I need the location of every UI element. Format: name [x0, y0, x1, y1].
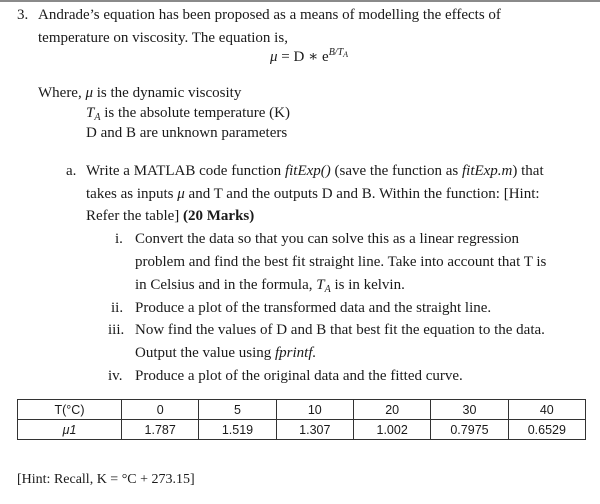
equation-exponent-sub: A — [343, 50, 349, 59]
table-cell: 0.7975 — [431, 420, 508, 440]
marks-badge: (20 Marks) — [183, 208, 255, 224]
mu-symbol: μ — [85, 85, 93, 101]
item-ii-line-1: Produce a plot of the transformed data and the straight line. — [135, 300, 492, 316]
fitexp-function: fitExp() — [284, 163, 331, 179]
item-iii-line-2 — [135, 344, 316, 362]
db-line: D and B are unknown parameters — [86, 125, 288, 141]
top-rule — [0, 0, 600, 2]
part-a-line-1 — [86, 162, 544, 180]
ta-line — [86, 104, 290, 122]
part-a-l2-text-2: and T and the outputs D and B. Within the function: [Hint: — [184, 186, 540, 202]
item-i-line-3 — [135, 276, 405, 294]
table-cell: 10 — [276, 400, 353, 420]
part-a-l1-text-2: (save the function as — [330, 163, 462, 179]
item-i-number: i. — [115, 231, 123, 247]
table-row-header: μ1 — [18, 420, 122, 440]
item-iv-number: iv. — [108, 368, 123, 384]
table-cell: 20 — [353, 400, 430, 420]
part-a-l1-text-3: ) that — [512, 163, 544, 179]
kelvin-hint: [Hint: Recall, K = °C + 273.15] — [17, 472, 195, 487]
table-row — [18, 400, 586, 420]
table-cell: 1.519 — [199, 420, 276, 440]
table-cell: 0 — [122, 400, 199, 420]
table-row — [18, 420, 586, 440]
part-a-l1-text: Write a MATLAB code function — [86, 163, 285, 179]
where-line — [38, 84, 241, 102]
table-cell: 1.307 — [276, 420, 353, 440]
table-cell: 30 — [431, 400, 508, 420]
item-iii-l2-text: Output the value using — [135, 345, 275, 361]
part-a-l2-text: takes as inputs — [86, 186, 178, 202]
mu-description: is the dynamic viscosity — [93, 85, 242, 101]
table-cell: 1.002 — [353, 420, 430, 440]
item-iii-line-1: Now find the values of D and B that best fit the equation to the data. — [135, 322, 545, 338]
where-label: Where, — [38, 85, 86, 101]
equation-mu: μ — [270, 49, 278, 65]
part-a-line-3 — [86, 207, 254, 225]
part-a-line-2 — [86, 185, 540, 203]
question-number: 3. — [17, 7, 29, 23]
fitexp-filename: fitExp.m — [461, 163, 513, 179]
question-line-2: temperature on viscosity. The equation is, — [38, 30, 288, 46]
equation-exponent: B/T — [328, 47, 344, 58]
item-ii-number: ii. — [111, 300, 124, 316]
table-cell: 0.6529 — [508, 420, 585, 440]
item-i-line-1: Convert the data so that you can solve this as a linear regression — [135, 231, 520, 247]
question-line-1: Andrade’s equation has been proposed as a means of modelling the effects of — [38, 7, 501, 23]
table-row-header: T(°C) — [18, 400, 122, 420]
ta-symbol: T — [86, 105, 95, 121]
table-cell: 1.787 — [122, 420, 199, 440]
table-cell: 40 — [508, 400, 585, 420]
item-iii-number: iii. — [108, 322, 125, 338]
item-i-l3-text-2: is in kelvin. — [330, 277, 405, 293]
part-a-l3-text: Refer the table] — [86, 208, 184, 224]
ta-description: is the absolute temperature (K) — [100, 105, 290, 121]
ta-subscript: A — [94, 112, 101, 123]
data-table — [17, 399, 586, 440]
item-i-line-2: problem and find the best fit straight line. Take into account that T is — [135, 254, 547, 270]
equation-rhs: = D ∗ e — [277, 49, 329, 65]
part-a-mu: μ — [177, 186, 185, 202]
fprintf-function: fprintf. — [274, 345, 317, 361]
item-i-ta-symbol: T — [316, 277, 325, 293]
table-cell: 5 — [199, 400, 276, 420]
item-i-ta-sub: A — [324, 284, 331, 295]
item-iv-line-1: Produce a plot of the original data and the fitted curve. — [135, 368, 463, 384]
andrade-equation — [270, 48, 348, 66]
item-i-l3-text: in Celsius and in the formula, — [135, 277, 317, 293]
part-a-label: a. — [66, 163, 77, 179]
